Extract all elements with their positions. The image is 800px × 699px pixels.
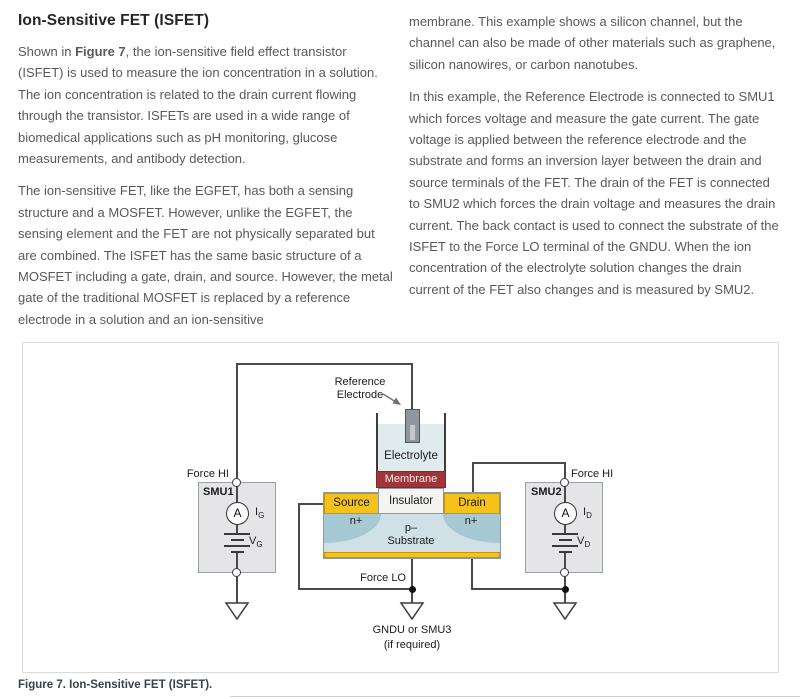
- battery-plate: [231, 551, 244, 553]
- page-title: Ion-Sensitive FET (ISFET): [18, 12, 210, 29]
- wire-segment: [299, 503, 324, 505]
- divider: [230, 696, 800, 697]
- electrode-core: [410, 425, 415, 440]
- paragraph-1: [18, 41, 393, 169]
- figure-caption: Figure 7. Ion-Sensitive FET (ISFET).: [18, 679, 213, 691]
- ground-symbol: [399, 601, 425, 621]
- p-minus-label: p–: [404, 522, 418, 534]
- force-hi-label-right: Force HI: [571, 468, 614, 480]
- symbol-main: I: [255, 506, 259, 518]
- battery-plate: [559, 551, 572, 553]
- gate-voltage-label: [249, 535, 263, 548]
- force-hi-terminal-smu1: [232, 478, 241, 487]
- symbol-main: V: [577, 535, 585, 547]
- battery-plate: [224, 545, 250, 547]
- label-line: Reference: [334, 376, 386, 388]
- wire-segment: [236, 363, 413, 365]
- junction-node: [409, 586, 416, 593]
- electrolyte-label: Electrolyte: [384, 450, 438, 462]
- battery-plate: [559, 539, 572, 541]
- symbol-sub: G: [258, 510, 265, 520]
- left-column: [18, 10, 393, 341]
- battery-plate: [552, 533, 578, 535]
- smu2-label: SMU2: [531, 486, 562, 498]
- membrane-layer: Membrane: [376, 471, 446, 488]
- pointer-arrow-icon: [381, 390, 407, 410]
- insulator-layer: Insulator: [378, 488, 444, 514]
- text-run: , the ion-sensitive field effect transistor (ISFET) is used to measure the ion concentration in a solution. The ion concentration is related to the drain current flowing through the transistor. ISFETs are used in a wide range of biomedical applications such as pH monitoring, glucose measurements, and antibody detection.: [18, 44, 378, 167]
- wire-segment: [411, 557, 413, 589]
- n-plus-label-right: n+: [464, 515, 478, 527]
- back-contact: [324, 552, 500, 558]
- figure-7-diagram: [22, 342, 779, 673]
- source-contact: Source: [324, 493, 379, 514]
- gndu-note-label: (if required): [383, 639, 441, 651]
- article-columns: [18, 10, 784, 341]
- gndu-label: GNDU or SMU3: [372, 624, 452, 636]
- right-column: [409, 10, 784, 341]
- wire-segment: [472, 462, 474, 493]
- ammeter-smu1: A: [226, 502, 249, 525]
- substrate-label: Substrate: [387, 535, 435, 547]
- wire-segment: [298, 588, 414, 590]
- force-hi-terminal-smu2: [560, 478, 569, 487]
- battery-plate: [231, 539, 244, 541]
- text-run: Shown in: [18, 44, 76, 59]
- symbol-sub: D: [586, 510, 592, 520]
- ground-symbol: [552, 601, 578, 621]
- symbol-main: V: [249, 535, 257, 547]
- wire-segment: [471, 588, 566, 590]
- battery-plate: [224, 533, 250, 535]
- drain-voltage-label: [577, 535, 590, 548]
- symbol-sub: G: [256, 539, 263, 549]
- ground-symbol: [224, 601, 250, 621]
- paragraph-2: The ion-sensitive FET, like the EGFET, has both a sensing structure and a MOSFET. However, unlike the EGFET, the sensing element and the FET are not physically separated but are combined. The ISFET has the same basic structure of a MOSFET including a gate, drain, and source. However, the metal gate of the traditional MOSFET is replaced by a reference electrode in a solution and an ion-sensitive: [18, 183, 393, 327]
- force-lo-label: Force LO: [360, 572, 406, 584]
- battery-plate: [552, 545, 578, 547]
- gate-current-label: [255, 506, 264, 519]
- drain-current-label: [583, 506, 592, 519]
- lo-terminal-smu2: [560, 568, 569, 577]
- wire-segment: [411, 363, 413, 411]
- drain-contact: Drain: [444, 493, 500, 514]
- reference-electrode-rod: [405, 409, 420, 443]
- paragraph-3: membrane. This example shows a silicon channel, but the channel can also be made of other materials such as graphene, silicon nanowires, or carbon nanotubes.: [409, 14, 776, 72]
- symbol-main: I: [583, 506, 587, 518]
- wire-segment: [471, 557, 473, 589]
- junction-node: [562, 586, 569, 593]
- symbol-sub: D: [584, 539, 591, 549]
- wire-segment: [236, 363, 238, 483]
- wire-segment: [298, 503, 300, 590]
- smu1-label: SMU1: [203, 486, 234, 498]
- force-hi-label-left: Force HI: [186, 468, 229, 480]
- lo-terminal-smu1: [232, 568, 241, 577]
- wire-segment: [472, 462, 566, 464]
- label-line: Electrode: [336, 389, 384, 401]
- paragraph-4: In this example, the Reference Electrode is connected to SMU1 which forces voltage and measure the gate current. The gate voltage is applied between the reference electrode and the substrate and forms an inversion layer between the drain and source terminals of the FET. The drain of the FET is connected to SMU2 which forces the drain voltage and measures the drain current. The back contact is used to connect the substrate of the ISFET to the Force LO terminal of the GNDU. When the ion concentration of the electrolyte solution changes the drain current of the FET also changes and is measured by SMU2.: [409, 89, 779, 297]
- n-plus-label-left: n+: [349, 515, 363, 527]
- text-run-bold: Figure 7: [75, 44, 126, 59]
- wire-segment: [236, 573, 238, 603]
- ammeter-smu2: A: [554, 502, 577, 525]
